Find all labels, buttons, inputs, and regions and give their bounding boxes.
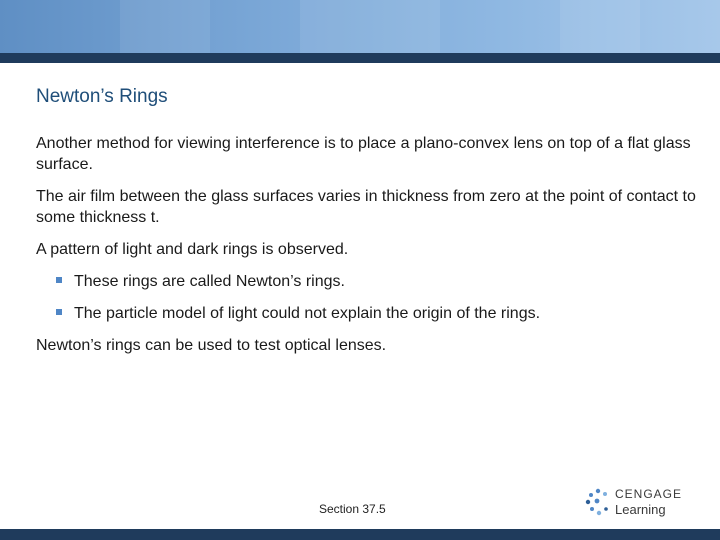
square-bullet-icon [56,277,62,283]
header-banner [0,0,720,53]
bullet-item [56,271,696,292]
header-stripe [0,53,720,63]
banner-facet [560,0,640,53]
paragraph: A pattern of light and dark rings is observed. [36,241,349,258]
section-label: Section 37.5 [319,502,386,516]
slide-title: Newton’s Rings [36,86,168,107]
cengage-logo [585,486,695,520]
slide-body [36,133,696,367]
paragraph: Newton’s rings can be used to test optical lenses. [36,337,387,354]
bullet-text: The particle model of light could not explain the origin of the rings. [74,305,541,322]
banner-facet [120,0,210,53]
square-bullet-icon [56,309,62,315]
bullet-item [56,303,696,324]
logo-subword: Learning [615,502,666,517]
bullet-text: These rings are called Newton’s rings. [74,273,345,290]
cengage-mark-icon [585,488,611,516]
footer-stripe [0,529,720,540]
logo-wordmark: CENGAGE [615,487,683,501]
banner-facet [300,0,440,53]
paragraph: Another method for viewing interference is to place a plano-convex lens on top of a flat glass surface. [36,135,691,173]
paragraph: The air film between the glass surfaces varies in thickness from zero at the point of contact to some thickness t. [36,188,696,226]
